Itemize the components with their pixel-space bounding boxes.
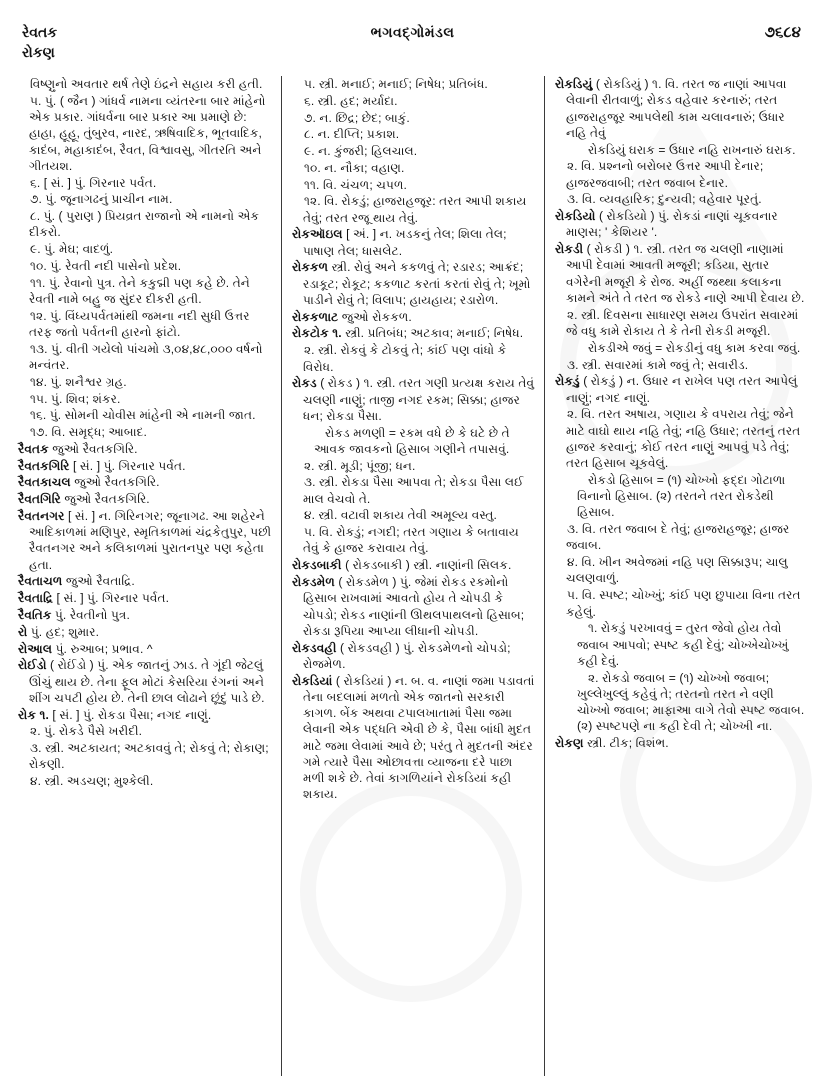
entry-headword: રોકડમેળ: [291, 574, 335, 589]
entry-text: ૨. પું. રોકડે પૈસે ખરીદી.: [30, 724, 143, 739]
dictionary-entry: [18, 607, 272, 623]
sense-paragraph: [292, 458, 535, 474]
entry-text: ૯. પું. મેઘ; વાદળું.: [30, 242, 114, 257]
entry-headword: રો: [18, 624, 28, 639]
entry-text: સ્ત્રી. ટીક; વિશંભ.: [583, 736, 669, 751]
entry-text: ૩. સ્ત્રી. અટકાયત; અટકાવવું તે; રોકવું તે; રોકાણ; રોકણી.: [29, 741, 269, 772]
entry-text: ૩. સ્ત્રી. રોકડા પૈસા આપવા તે; રોકડા પૈસા લઈ માલ વેચવો તે.: [302, 475, 524, 506]
entry-text: ૨. વિ. પ્રશ્નનો બરોબર ઉત્તર આપી દેનાર; હાજરજવાબી; તરત જવાબ દેનાર.: [565, 159, 764, 190]
entry-text: વિષ્ણુનો અવતાર થર્ષ તેણે ઇંદ્રને સહાય કરી હતી.: [30, 77, 263, 91]
sense-paragraph: [18, 424, 272, 440]
entry-text: ( રોકડું ) ન. ઉધાર ન રાખેલ પણ તરત આપેલું નાણું; નગદ નાણું.: [565, 374, 798, 405]
entry-text: ૬. સ્ત્રી. હદ; મર્યાદા.: [303, 93, 398, 108]
dictionary-entry: [555, 208, 807, 241]
dictionary-entry: [292, 557, 535, 573]
sense-paragraph: [555, 158, 807, 191]
entry-text: પું. હદ; શુમાર.: [27, 624, 100, 639]
entry-text: ૧૧. વિ. ચંચળ; ચપળ.: [303, 177, 407, 192]
entry-text: જુઓ રૈવતકગિરિ.: [70, 475, 160, 490]
entry-headword: રૈવતકગિરિ: [18, 458, 70, 473]
dictionary-entry: [18, 624, 272, 640]
dictionary-entry: [18, 508, 272, 573]
sense-paragraph: [555, 554, 807, 587]
sense-paragraph: [18, 773, 272, 789]
running-head: [18, 22, 807, 74]
entry-headword: રૈવતકાચલ: [18, 475, 71, 490]
sense-paragraph: [292, 76, 535, 92]
entry-text: સ્ત્રી. પ્રતિબંધ; અટકાવ; મનાઈ; નિષેધ.: [341, 326, 524, 341]
sense-paragraph: [555, 521, 807, 554]
entry-text: ૨. સ્ત્રી. રોકવું કે ટોકવું તે; કાંઈ પણ વાંધો કે વિરોધ.: [302, 343, 507, 374]
sense-paragraph: [555, 587, 807, 620]
entry-text: રોકડિયું ઘરાક = ઉધાર નહિ રાખનારું ઘરાક.: [587, 142, 796, 157]
sense-paragraph: [18, 740, 272, 773]
dictionary-entry: [18, 474, 272, 490]
entry-text: ( રોકડમેળ ) પું. જેમાં રોકડ રકમોનો હિસાબ રાખવામાં આવતો હોય તે ચોપડી કે ચોપડો; રોકડ નાણાંની ઊથલપાથલનો હિસાબ; રોકડા રૂપિયા આપ્યા લીધાની ચોપડી.: [302, 574, 525, 638]
entry-text: ૧૧. પું. રેવાનો પુત્ર. તેને કકુદ્મી પણ કહે છે. તેને રેવતી નામે બહુ જ સુંદર દીકરી હતી.: [29, 275, 250, 306]
entry-headword: રોકડબાકી: [291, 558, 342, 573]
entry-text: ૭. ન. છિદ્ર; છેદ; બાકું.: [303, 110, 410, 125]
entry-text: ૮. પું. ( પુરાણ ) પ્રિયવ્રત રાજાનો એ નામનો એક દીકરો.: [29, 209, 260, 240]
sense-paragraph: [292, 93, 535, 109]
sense-paragraph: [18, 374, 272, 390]
sense-paragraph: [292, 126, 535, 142]
column-container: [18, 76, 807, 1076]
entry-text: ( રોકડવહી ) પું. રોકડમેળનો ચોપડો; રોજમેળ.: [302, 640, 511, 671]
entry-headword: રૈવતિક: [18, 608, 52, 622]
text-column-2: [281, 76, 544, 1076]
entry-text: [ સં. ] પું. ગિરનાર પર્વત.: [69, 458, 186, 473]
sense-paragraph: [555, 670, 807, 735]
sense-paragraph: [18, 208, 272, 241]
sense-paragraph: [292, 342, 535, 375]
dictionary-entry: [18, 573, 272, 589]
entry-text: ૨. સ્ત્રી. દિવસના સાધારણ સમય ઉપરાંત સવારમાં જે વધુ કામે રોકાય તે કે તેની રોકડી મજૂરી.: [565, 307, 799, 338]
entry-headword: રૈવતાચળ: [18, 574, 63, 589]
entry-text: ૧૦. પું. રેવતી નદી પાસેનો પ્રદેશ.: [30, 258, 182, 273]
entry-text: રોકડ મળણી = રકમ વધે છે કે ઘટે છે તે આવક જાવકનો હિસાબ ગણીને તપાસવું.: [313, 425, 510, 456]
sense-paragraph: [18, 308, 272, 341]
sense-paragraph: [292, 143, 535, 159]
entry-text: ૫. પું. ( જૈન ) ગાંધર્વ નામના વ્યંતરના બાર માંહેનો એક પ્રકાર. ગાંધર્વના બાર પ્રકાર આ પ્રમાણે છે: હાહા, હૂહૂ, તુંબુરવ, નારદ, ઋષિવાદિક, ભૂતવાદિક, કાદંબ, મહાકાદંબ, રૈવત, વિશ્વાવસુ, ગીતરતિ અને ગીતયશ.: [29, 93, 266, 173]
entry-text: ૫. વિ. સ્પષ્ટ; ચોખ્ખું; કાંઈ પણ છુપાયા વિના તરત કહેલું.: [565, 588, 801, 619]
sense-paragraph: [555, 340, 807, 356]
entry-headword: રોકડિયો: [554, 209, 596, 224]
sense-paragraph: [555, 191, 807, 207]
entry-headword: રોઆલ: [18, 641, 53, 656]
entry-text: ૧૫. પું. શિવ; શંકર.: [30, 391, 121, 406]
dictionary-entry: [292, 259, 535, 308]
entry-text: ( રોકડિયું ) ૧. વિ. તરત જ નાણાં આપવા લેવાની રીતવાળું; રોકડ વહેવાર કરનારું; તરત હાજરાહજૂર આપલેથી કામ ચલાવનારું; ઉધાર નહિ તેવું: [565, 77, 787, 140]
sense-paragraph: [18, 93, 272, 174]
sense-paragraph: [555, 357, 807, 373]
dictionary-entry: [18, 491, 272, 507]
text-column-1: [18, 76, 281, 1076]
entry-headword: રોકડી: [554, 242, 584, 257]
entry-text: ૧૪. પું. શનૈશ્વર ગ્રહ.: [30, 374, 127, 389]
entry-text: જુઓ રૈવતાદ્રિ.: [62, 574, 135, 589]
entry-text: [ સં. ] ન. ગિરિનગર; જૂનાગઢ. આ શહેરને આદિકાળમાં મણિપુર, સ્મૃતિકાળમાં ચંદ્રકેતુપુર, પછી રૈવતનગર અને કલિકાળમાં પુરાતનપુર પણ કહેતા હતા.: [29, 508, 272, 572]
dictionary-entry: [555, 373, 807, 406]
sense-paragraph: [18, 258, 272, 274]
entry-text: ૨. રોકડો જવાબ = (૧) ચોખ્ખો જવાબ; ખુલ્લેખુલ્લું કહેવું તે; તરતનો તરત ને વણી ચોખ્ખો જવાબ; માફાઆ વાગે તેવો સ્પષ્ટ જવાબ. (૨) સ્પષ્ટપણે ના કહી દેવી તે; ચોખ્ખી ના.: [576, 670, 805, 734]
dictionary-entry: [555, 241, 807, 306]
entry-headword: રોકડ: [291, 376, 317, 391]
page-title: ભગવદ્ગોમંડલ: [370, 24, 455, 40]
dictionary-entry: [292, 375, 535, 424]
sense-paragraph: [18, 407, 272, 423]
entry-headword: રૈવતક: [18, 441, 49, 456]
sense-paragraph: [18, 341, 272, 374]
entry-text: ૧૬. પું. સોમની ચોવીસ માંહેની એ નામની જાત.: [30, 408, 256, 423]
running-head-left-line1: રેવતક: [22, 24, 58, 40]
entry-text: ૪. વિ. ખીન અવેજમાં નહિ પણ સિક્કારૂપ; ચાલુ ચલણવાળું.: [565, 555, 788, 586]
entry-headword: રોકડિયું: [554, 77, 593, 91]
entry-text: ૧૦. ન. નૌકા; વહાણ.: [303, 160, 405, 175]
sense-paragraph: [292, 110, 535, 126]
page-number: ૭૬૮૪: [764, 24, 801, 41]
dictionary-entry: [18, 590, 272, 606]
dictionary-entry: [292, 226, 535, 259]
entry-text: ૧૩. પું. વીતી ગયેલો પાંચમો ૩,૦૪,૪૮,૦૦૦ વર્ષનો મન્વંતર.: [29, 341, 263, 373]
sense-paragraph: [18, 76, 272, 92]
entry-headword: રોકડું: [554, 374, 580, 389]
dictionary-entry: [292, 309, 535, 325]
entry-headword: રોકણ: [554, 736, 584, 751]
entry-text: રોકડો હિસાબ = (૧) ચોખ્ખો ફદ્દા ગોટાળા વિનાનો હિસાબ. (૨) તરતને તરત રોકડેથી હિસાબ.: [576, 472, 786, 520]
sense-paragraph: [292, 177, 535, 193]
dictionary-entry: [292, 574, 535, 639]
sense-paragraph: [292, 507, 535, 523]
entry-text: ૯. ન. કુંજરી; હિલચાલ.: [303, 144, 418, 159]
dictionary-entry: [292, 640, 535, 673]
sense-paragraph: [292, 160, 535, 176]
entry-text: ૧૨. વિ. રોકડું; હાજરાહજૂર: તરત આપી શકાય તેવું; તરત રજૂ થાય તેવું.: [302, 194, 527, 225]
dictionary-entry: [292, 325, 535, 341]
entry-text: ૬. [ સં. ] પું. ગિરનાર પર્વત.: [30, 175, 157, 190]
entry-headword: રોકઑઇલ: [291, 227, 343, 242]
entry-text: ૩. વિ. વ્યવહારિક; દુન્યવી; વહેવાર પૂરતું.: [566, 192, 762, 207]
entry-text: ૫. વિ. રોકડું; નગદી; તરત ગણાય કે બતાવાય તેવું કે હાજર કરાવાય તેવું.: [302, 525, 519, 556]
entry-headword: રોકકળ: [291, 260, 329, 275]
entry-text: પું. રુઆબ; પ્રભાવ. ^: [52, 641, 153, 656]
entry-text: [ અં. ] ન. ખડકનું તેલ; શિલા તેલ; પાષાણ તેલ; ધાસલેટ.: [302, 227, 507, 258]
dictionary-entry: [18, 641, 272, 657]
entry-text: ( રોકડબાકી ) સ્ત્રી. નાણાંની સિલક.: [341, 558, 512, 573]
sense-paragraph: [292, 425, 535, 458]
entry-text: ( રોકડ ) ૧. સ્ત્રી. તરત ગણી પ્રત્યક્ષ કરાય તેવું ચલણી નાણું; તાજી નગદ રકમ; સિક્કા; હાજર ધન; રોકડા પૈસા.: [302, 376, 535, 423]
entry-headword: રોકટોક ૧.: [291, 326, 342, 341]
entry-text: ૧૨. પું. વિંધ્યપર્વતમાંથી જમના નદી સુધી ઉત્તર તરફ જતો પર્વતની હારનો ફાંટો.: [29, 308, 250, 339]
entry-text: પું. રેવતીનો પુત્ર.: [51, 608, 130, 622]
sense-paragraph: [18, 241, 272, 257]
entry-text: ૨. વિ. તરત અષાય, ગણાય કે વપરાય તેવું; જેને માટે વાઘો થાય નહિ તેવું; નહિ ઉધાર; તરતનું તરત હાજર કરવાનું; કોઈ તરત નાણું આપવું પડે તેવું; તરત હિસાબ ચૂકવેલું.: [565, 407, 801, 471]
entry-text: ૭. પું. જૂનાગઢનું પ્રાચીન નામ.: [30, 192, 173, 207]
sense-paragraph: [555, 472, 807, 521]
running-head-left-line2: રોકણ: [22, 44, 55, 61]
entry-headword: રૈવતનગર: [18, 508, 65, 523]
entry-headword: રોકડવહી: [291, 640, 337, 655]
entry-text: ૩. સ્ત્રી. સવારમાં કામે જવું તે; સવારીડ.: [566, 357, 749, 372]
entry-headword: રોકકળાટ: [291, 309, 339, 324]
sense-paragraph: [555, 307, 807, 340]
dictionary-entry: [292, 673, 535, 803]
sense-paragraph: [18, 191, 272, 207]
entry-text: ૮. ન. દીપ્તિ; પ્રકાશ.: [303, 127, 400, 142]
dictionary-entry: [18, 458, 272, 474]
entry-text: ૪. સ્ત્રી. વટાવી શકાય તેવી અમૂલ્ય વસ્તુ.: [303, 508, 497, 523]
entry-headword: રૈવતગિરિ: [18, 492, 61, 507]
entry-text: ૧. રોકડું પરખાવવું = તુરત જેવો હોય તેવો જવાબ આપવો; સ્પષ્ટ કહી દેવું; ચોખ્ખેચોખ્ખું કહી દેવું.: [576, 621, 789, 668]
entry-text: ૧૭. વિ. સમૃદ્ધ; આબાદ.: [30, 425, 147, 440]
entry-text: જુઓ રોકકળ.: [338, 309, 412, 324]
dictionary-entry: [555, 76, 807, 141]
entry-text: ( રોકડિયાં ) ન. બ. વ. નાણાં જમા પડાવતાં તેના બદલામાં મળતો એક જાતનો સરકારી કાગળ. બેંક અથવા ટપાલખાતામાં પૈસા જમા લેવાની એક પદ્ધતિ એવી છે કે, પૈસા બાંધી મુદત માટે જમા લેવામાં આવે છે; પરંતુ તે મુદતની અંદર ગમે ત્યારે પૈસા ઓછાવત્તા વ્યાજના દરે પાછા મળી શકે છે. તેવાં કાગળિયાંને રોકડિયાં કહી શકાય.: [302, 673, 535, 802]
entry-text: ( રોકડિયો ) પું. રોકડાં નાણાં ચૂકવનાર માણસ; ' કેશિયર '.: [565, 209, 778, 240]
sense-paragraph: [18, 391, 272, 407]
entry-text: ૫. સ્ત્રી. મનાઈ; મનાઈ; નિષેધ; પ્રતિબંધ.: [303, 77, 488, 91]
entry-text: રોકડીએ જવું = રોકડીનું વધુ કામ કરવા જવું.: [587, 340, 801, 355]
sense-paragraph: [18, 275, 272, 308]
dictionary-entry: [18, 707, 272, 723]
entry-text: સ્ત્રી. રોવું અને કકળવું તે; રડારડ; આક્રંદ; રડાકૂટ; રોકૂટ; કકળાટ કરતાં કરતાં રોવું તે; ખૂમો પાડીને રોવું તે; વિલાપ; હાયહાય; રડારોળ.: [302, 260, 531, 307]
sense-paragraph: [555, 620, 807, 669]
entry-text: [ સં. ] પું. રોકડા પૈસા; નગદ નાણું.: [48, 707, 212, 722]
entry-text: ( રોઈંડો ) પું. એક જાતનું ઝાડ. તે ગૂંદી જેટલું ઊંચું થાય છે. તેના ફૂલ મોટાં કેસરિયા રંગનાં અને શીંગ ચપટી હોય છે. તેની છાલ લોઢાને છૂંદું પાડે છે.: [29, 658, 265, 705]
entry-text: ૨. સ્ત્રી. મૂડી; પૂંજી; ધન.: [303, 458, 416, 473]
entry-text: જુઓ રૈવતકગિરિ.: [60, 492, 150, 507]
dictionary-entry: [18, 441, 272, 457]
entry-headword: રોક ૧.: [18, 707, 49, 722]
entry-text: ( રોકડી ) ૧. સ્ત્રી. તરત જ ચલણી નાણામાં આપી દેવામાં આવતી મજૂરી; કડિયા, સુતાર વગેરેની મજૂરી કે રોજ. અહીં જથ્થા કલાકના કામને અંતે તે તરત જ રોકડે નાણે આપી દેવાય છે.: [565, 242, 805, 305]
entry-text: ૩. વિ. તરત જવાબ દે તેવું; હાજરાહજૂર; હાજર જવાબ.: [565, 522, 790, 553]
sense-paragraph: [18, 175, 272, 191]
sense-paragraph: [292, 524, 535, 557]
dictionary-entry: [555, 735, 807, 751]
entry-headword: રોઈડો: [18, 658, 47, 673]
dictionary-entry: [18, 657, 272, 706]
sense-paragraph: [555, 142, 807, 158]
sense-paragraph: [292, 474, 535, 507]
entry-headword: રૈવતાદ્રિ: [18, 591, 54, 606]
entry-text: ૪. સ્ત્રી. અડચણ; મુશ્કેલી.: [30, 774, 154, 789]
sense-paragraph: [292, 193, 535, 226]
entry-headword: રોકડિયાં: [291, 673, 333, 688]
sense-paragraph: [18, 723, 272, 739]
entry-text: જુઓ રૈવતકગિરિ.: [48, 441, 138, 456]
text-column-3: [544, 76, 807, 1076]
entry-text: [ સં. ] પું. ગિરનાર પર્વત.: [53, 591, 170, 606]
sense-paragraph: [555, 406, 807, 471]
